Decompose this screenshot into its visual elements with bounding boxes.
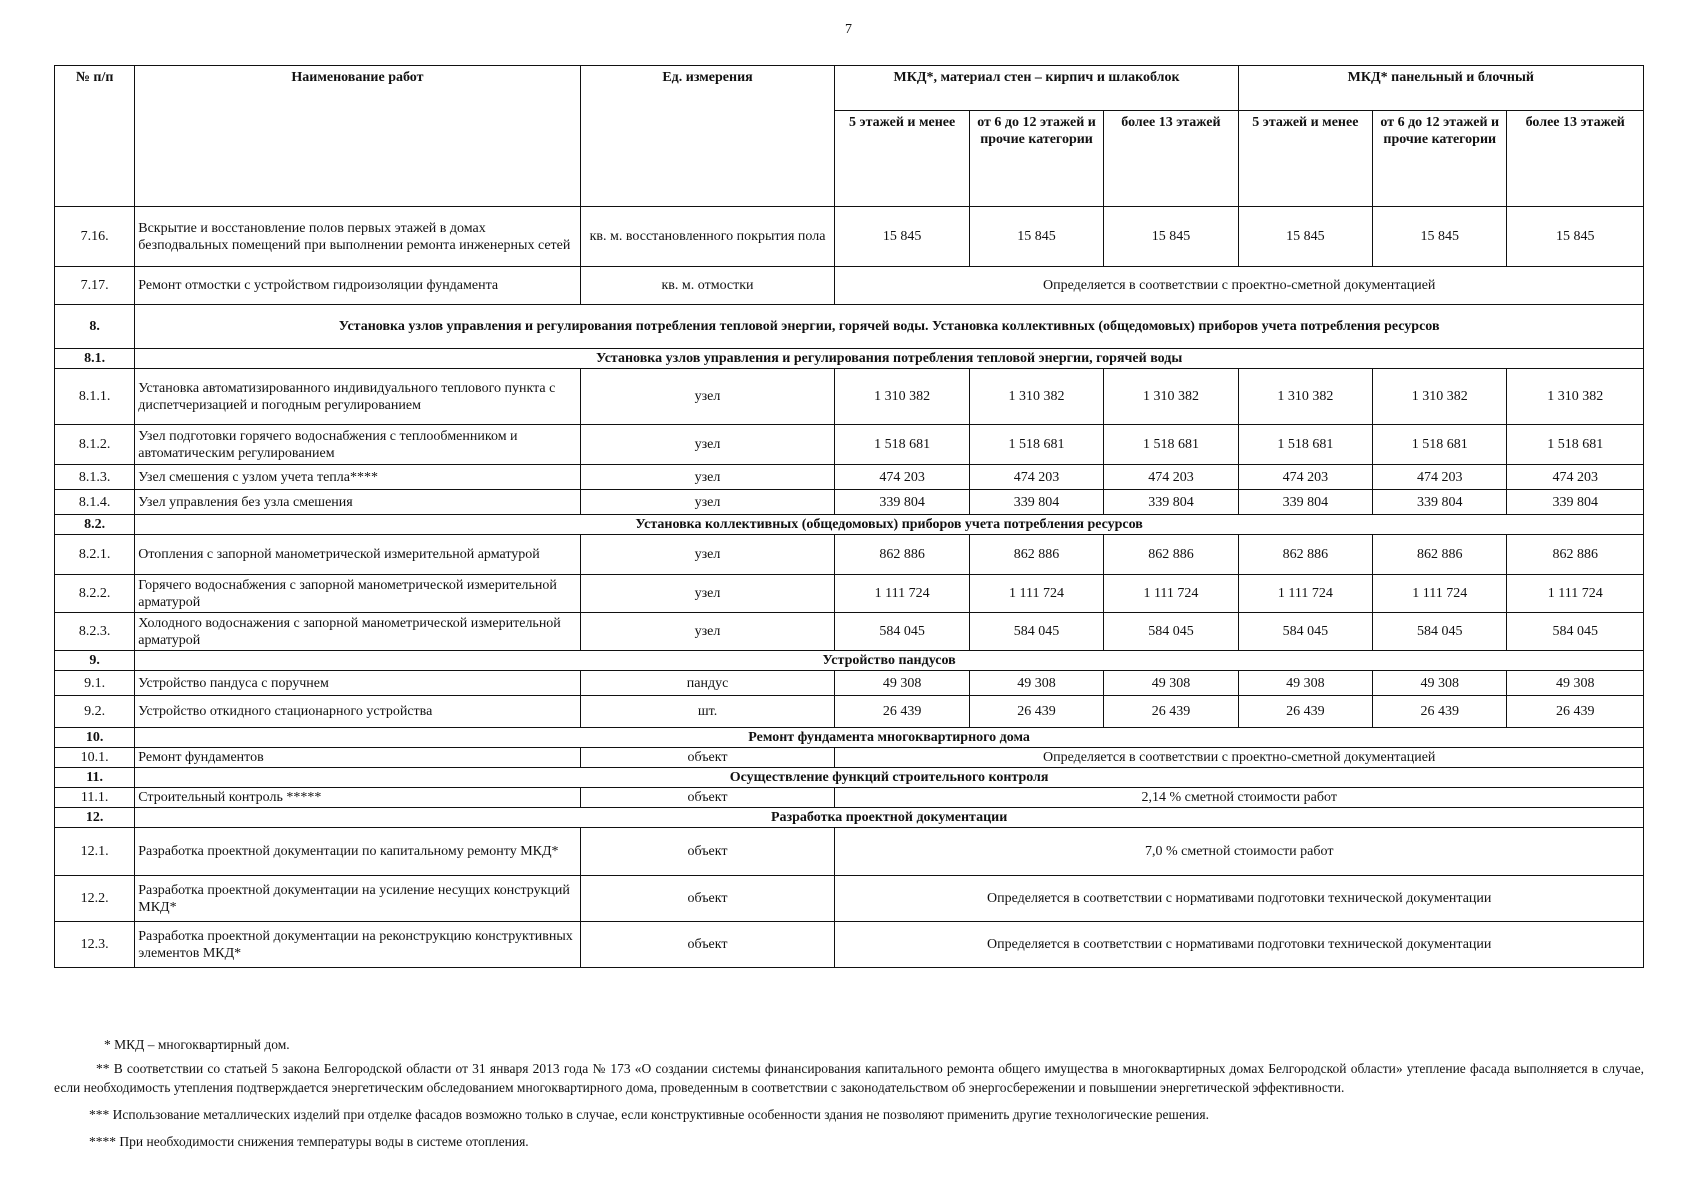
row-number: 12.2. [55, 876, 135, 922]
table-row [55, 613, 1644, 651]
row-number: 9.1. [55, 671, 135, 696]
unit-of-measure: объект [580, 922, 835, 968]
cost-value: 49 308 [1104, 671, 1238, 696]
work-name: Узел управления без узла смешения [135, 490, 580, 515]
cost-value: 15 845 [969, 207, 1103, 267]
work-name: Вскрытие и восстановление полов первых этажей в домах безподвальных помещений при выполнении ремонта инженерных сетей [135, 207, 580, 267]
table-row [55, 922, 1644, 968]
header-floors-5: 5 этажей и менее [1238, 111, 1372, 207]
cost-value: 339 804 [969, 490, 1103, 515]
table-row [55, 425, 1644, 465]
table-row [55, 671, 1644, 696]
row-number: 7.16. [55, 207, 135, 267]
unit-of-measure: кв. м. восстановленного покрытия пола [580, 207, 835, 267]
merged-value: Определяется в соответствии с нормативами подготовки технической документации [835, 922, 1644, 968]
section-title: Устройство пандусов [135, 651, 1644, 671]
table-row [55, 788, 1644, 808]
row-number: 12. [55, 808, 135, 828]
merged-value: Определяется в соответствии с нормативами подготовки технической документации [835, 876, 1644, 922]
cost-value: 26 439 [1373, 696, 1507, 728]
section-row [55, 651, 1644, 671]
header-unit: Ед. измерения [580, 66, 835, 207]
cost-value: 49 308 [835, 671, 969, 696]
row-number: 8.2.2. [55, 575, 135, 613]
table-row [55, 535, 1644, 575]
section-row [55, 768, 1644, 788]
cost-value: 15 845 [1238, 207, 1372, 267]
cost-value: 474 203 [835, 465, 969, 490]
unit-of-measure: шт. [580, 696, 835, 728]
row-number: 8.1.2. [55, 425, 135, 465]
cost-value: 1 111 724 [1507, 575, 1644, 613]
row-number: 8. [55, 305, 135, 349]
table-row [55, 696, 1644, 728]
cost-value: 15 845 [1507, 207, 1644, 267]
cost-value: 1 518 681 [1238, 425, 1372, 465]
cost-value: 49 308 [969, 671, 1103, 696]
section-title: Разработка проектной документации [135, 808, 1644, 828]
work-name: Ремонт фундаментов [135, 748, 580, 768]
table-row [55, 876, 1644, 922]
cost-value: 1 310 382 [835, 369, 969, 425]
cost-value: 474 203 [1373, 465, 1507, 490]
cost-value: 339 804 [1373, 490, 1507, 515]
merged-value: 7,0 % сметной стоимости работ [835, 828, 1644, 876]
row-number: 8.2.1. [55, 535, 135, 575]
work-name: Разработка проектной документации на реконструкцию конструктивных элементов МКД* [135, 922, 580, 968]
table-row [55, 828, 1644, 876]
cost-value: 474 203 [1238, 465, 1372, 490]
cost-value: 26 439 [1104, 696, 1238, 728]
cost-value: 862 886 [1104, 535, 1238, 575]
cost-value: 1 518 681 [835, 425, 969, 465]
header-floors-6-12: от 6 до 12 этажей и прочие категории [1373, 111, 1507, 207]
cost-value: 49 308 [1373, 671, 1507, 696]
work-name: Ремонт отмостки с устройством гидроизоляции фундамента [135, 267, 580, 305]
section-row [55, 728, 1644, 748]
unit-of-measure: объект [580, 876, 835, 922]
row-number: 8.2. [55, 515, 135, 535]
merged-value: Определяется в соответствии с проектно-сметной документацией [835, 748, 1644, 768]
row-number: 8.2.3. [55, 613, 135, 651]
row-number: 9. [55, 651, 135, 671]
section-title: Установка узлов управления и регулирования потребления тепловой энергии, горячей воды. Установка коллективных (общедомовых) приборов учета потребления ресурсов [135, 305, 1644, 349]
unit-of-measure: узел [580, 613, 835, 651]
work-name: Разработка проектной документации по капитальному ремонту МКД* [135, 828, 580, 876]
cost-value: 49 308 [1507, 671, 1644, 696]
table-row [55, 369, 1644, 425]
cost-value: 1 518 681 [969, 425, 1103, 465]
row-number: 11.1. [55, 788, 135, 808]
merged-value: Определяется в соответствии с проектно-сметной документацией [835, 267, 1644, 305]
cost-value: 339 804 [1238, 490, 1372, 515]
header-floors-13: более 13 этажей [1104, 111, 1238, 207]
unit-of-measure: узел [580, 490, 835, 515]
cost-value: 1 518 681 [1507, 425, 1644, 465]
work-name: Отопления с запорной манометрической измерительной арматурой [135, 535, 580, 575]
cost-value: 1 518 681 [1373, 425, 1507, 465]
cost-value: 26 439 [1238, 696, 1372, 728]
row-number: 12.1. [55, 828, 135, 876]
header-floors-6-12: от 6 до 12 этажей и прочие категории [969, 111, 1103, 207]
work-name: Разработка проектной документации на усиление несущих конструкций МКД* [135, 876, 580, 922]
cost-value: 584 045 [1507, 613, 1644, 651]
work-name: Устройство откидного стационарного устройства [135, 696, 580, 728]
cost-value: 26 439 [835, 696, 969, 728]
row-number: 8.1. [55, 349, 135, 369]
work-name: Строительный контроль ***** [135, 788, 580, 808]
unit-of-measure: узел [580, 465, 835, 490]
cost-value: 1 310 382 [1238, 369, 1372, 425]
footnote-4: **** При необходимости снижения температуры воды в системе отопления. [89, 1134, 529, 1149]
unit-of-measure: объект [580, 828, 835, 876]
cost-value: 584 045 [1373, 613, 1507, 651]
header-name: Наименование работ [135, 66, 580, 207]
table-row [55, 575, 1644, 613]
cost-value: 339 804 [1104, 490, 1238, 515]
table-body [55, 207, 1644, 968]
page-number: 7 [845, 22, 852, 37]
unit-of-measure: узел [580, 369, 835, 425]
unit-of-measure: пандус [580, 671, 835, 696]
cost-value: 15 845 [1373, 207, 1507, 267]
unit-of-measure: узел [580, 575, 835, 613]
merged-value: 2,14 % сметной стоимости работ [835, 788, 1644, 808]
section-title: Осуществление функций строительного контроля [135, 768, 1644, 788]
cost-value: 26 439 [969, 696, 1103, 728]
row-number: 8.1.1. [55, 369, 135, 425]
cost-value: 584 045 [1104, 613, 1238, 651]
cost-value: 862 886 [1238, 535, 1372, 575]
work-name: Холодного водоснажения с запорной манометрической измерительной арматурой [135, 613, 580, 651]
table-row [55, 490, 1644, 515]
header-group-brick: МКД*, материал стен – кирпич и шлакоблок [835, 66, 1238, 111]
row-number: 8.1.4. [55, 490, 135, 515]
section-title: Ремонт фундамента многоквартирного дома [135, 728, 1644, 748]
cost-value: 1 310 382 [1507, 369, 1644, 425]
work-name: Установка автоматизированного индивидуального теплового пункта с диспетчеризацией и погодным регулированием [135, 369, 580, 425]
header-floors-13: более 13 этажей [1507, 111, 1644, 207]
footnotes [54, 1035, 1644, 1151]
cost-value: 862 886 [1373, 535, 1507, 575]
section-row [55, 515, 1644, 535]
section-row [55, 349, 1644, 369]
cost-value: 1 111 724 [969, 575, 1103, 613]
cost-value: 15 845 [835, 207, 969, 267]
row-number: 9.2. [55, 696, 135, 728]
unit-of-measure: объект [580, 788, 835, 808]
cost-value: 1 111 724 [835, 575, 969, 613]
row-number: 10.1. [55, 748, 135, 768]
unit-of-measure: узел [580, 535, 835, 575]
section-row [55, 305, 1644, 349]
footnote-1: * МКД – многоквартирный дом. [104, 1037, 290, 1052]
section-title: Установка узлов управления и регулирования потребления тепловой энергии, горячей воды [135, 349, 1644, 369]
table-row [55, 267, 1644, 305]
table-row [55, 465, 1644, 490]
work-name: Узел смешения с узлом учета тепла**** [135, 465, 580, 490]
cost-value: 1 310 382 [1104, 369, 1238, 425]
cost-table [54, 65, 1644, 968]
row-number: 10. [55, 728, 135, 748]
cost-value: 1 518 681 [1104, 425, 1238, 465]
header-floors-5: 5 этажей и менее [835, 111, 969, 207]
cost-value: 1 310 382 [1373, 369, 1507, 425]
section-row [55, 808, 1644, 828]
cost-value: 584 045 [969, 613, 1103, 651]
cost-value: 862 886 [969, 535, 1103, 575]
row-number: 7.17. [55, 267, 135, 305]
cost-value: 474 203 [1507, 465, 1644, 490]
cost-value: 339 804 [835, 490, 969, 515]
unit-of-measure: кв. м. отмостки [580, 267, 835, 305]
cost-value: 1 111 724 [1104, 575, 1238, 613]
cost-value: 339 804 [1507, 490, 1644, 515]
footnote-3: *** Использование металлических изделий при отделке фасадов возможно только в случае, если конструктивные особенности здания не позволяют применить другие технологические решения. [89, 1107, 1209, 1122]
table-row [55, 748, 1644, 768]
cost-value: 474 203 [1104, 465, 1238, 490]
cost-value: 584 045 [835, 613, 969, 651]
work-name: Узел подготовки горячего водоснабжения с теплообменником и автоматическим регулированием [135, 425, 580, 465]
row-number: 12.3. [55, 922, 135, 968]
cost-value: 474 203 [969, 465, 1103, 490]
header-num: № п/п [55, 66, 135, 207]
cost-value: 584 045 [1238, 613, 1372, 651]
section-title: Установка коллективных (общедомовых) приборов учета потребления ресурсов [135, 515, 1644, 535]
row-number: 11. [55, 768, 135, 788]
unit-of-measure: объект [580, 748, 835, 768]
cost-value: 26 439 [1507, 696, 1644, 728]
cost-value: 49 308 [1238, 671, 1372, 696]
cost-value: 862 886 [1507, 535, 1644, 575]
cost-value: 15 845 [1104, 207, 1238, 267]
unit-of-measure: узел [580, 425, 835, 465]
footnote-2: ** В соответствии со статьей 5 закона Белгородской области от 31 января 2013 года № 173 «О создании системы финансирования капитального ремонта общего имущества в многоквартирных домах Белгородской области» утепление фасада выполняется в случае, если необходимость утепления подтверждается энергетическим обследованием многоквартирного дома, проведенным в соответствии с законодательством об энергосбережении и повышении энергетической эффективности. [54, 1061, 1644, 1095]
cost-value: 1 111 724 [1238, 575, 1372, 613]
work-name: Горячего водоснабжения с запорной манометрической измерительной арматурой [135, 575, 580, 613]
cost-value: 1 310 382 [969, 369, 1103, 425]
cost-value: 1 111 724 [1373, 575, 1507, 613]
row-number: 8.1.3. [55, 465, 135, 490]
table-row [55, 207, 1644, 267]
work-name: Устройство пандуса с поручнем [135, 671, 580, 696]
header-group-panel: МКД* панельный и блочный [1238, 66, 1643, 111]
cost-value: 862 886 [835, 535, 969, 575]
